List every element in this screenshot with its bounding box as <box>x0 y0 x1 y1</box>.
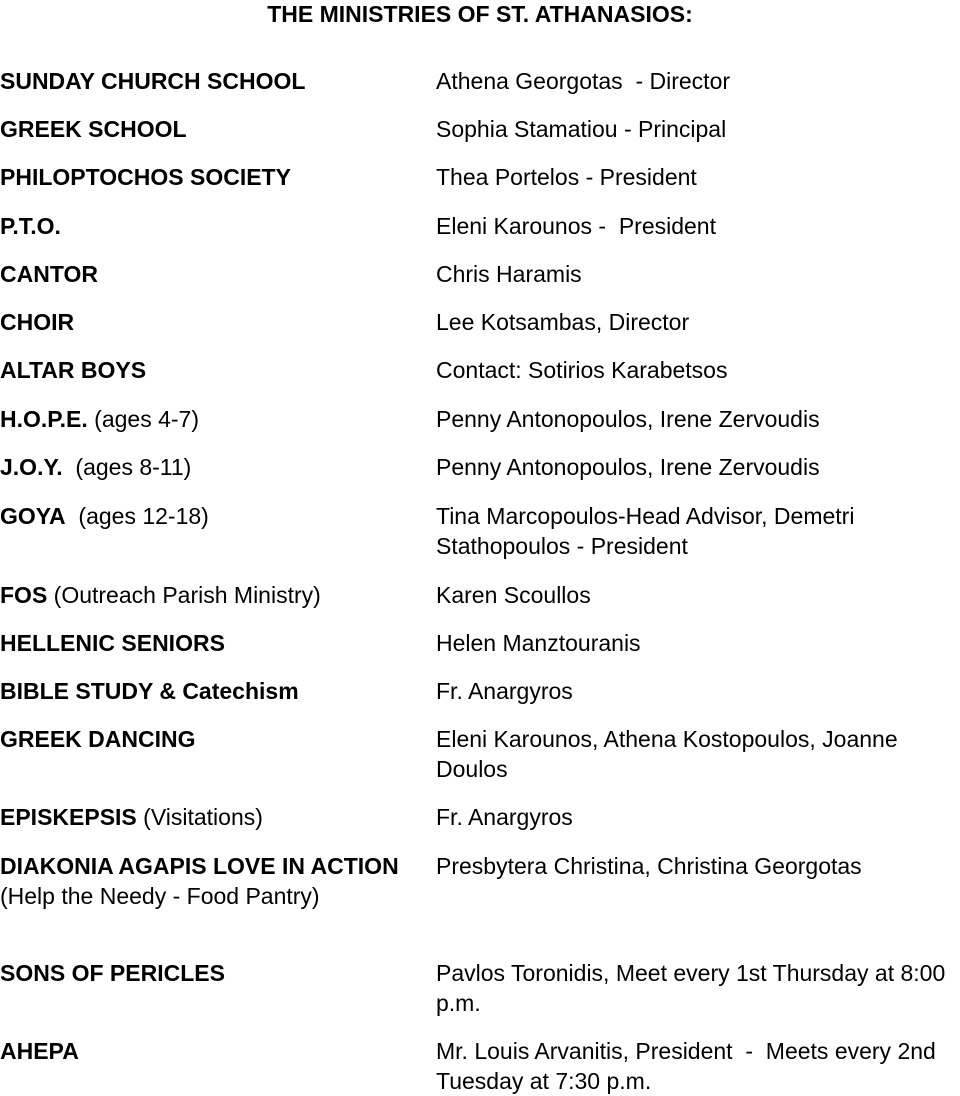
ministry-name <box>0 114 420 144</box>
ministry-name-bold: J.O.Y. <box>0 454 63 480</box>
ministry-contact: Fr. Anargyros <box>436 804 573 830</box>
ministry-name <box>0 802 420 832</box>
ministry-name-bold: CANTOR <box>0 261 98 287</box>
ministry-name-bold: ALTAR BOYS <box>0 357 147 383</box>
ministry-name <box>0 355 420 385</box>
ministry-contact: Helen Manztouranis <box>436 630 641 656</box>
ministry-name-detail: (ages 12-18) <box>65 503 209 529</box>
ministry-name-bold: H.O.P.E. <box>0 406 88 432</box>
ministry-contact: Fr. Anargyros <box>436 678 573 704</box>
ministry-name <box>0 452 420 482</box>
ministry-contact: Pavlos Toronidis, Meet every 1st Thursday at 8:00 p.m. <box>436 960 952 1016</box>
ministry-contact: Penny Antonopoulos, Irene Zervoudis <box>436 406 820 432</box>
ministry-name-detail: (ages 8-11) <box>62 454 192 480</box>
ministry-name <box>0 851 420 911</box>
ministry-name <box>0 676 420 706</box>
ministry-name <box>0 628 420 658</box>
ministry-name <box>0 501 420 531</box>
ministry-contact: Karen Scoullos <box>436 582 591 608</box>
ministry-name-bold: FOS <box>0 582 48 608</box>
ministry-contact: Lee Kotsambas, Director <box>436 309 690 335</box>
ministry-contact: Presbytera Christina, Christina Georgotas <box>436 853 862 879</box>
ministry-contact: Eleni Karounos - President <box>436 213 716 239</box>
ministry-name-bold: SONS OF PERICLES <box>0 960 225 986</box>
ministry-name <box>0 307 420 337</box>
ministry-name <box>0 1036 420 1066</box>
ministry-name-bold: DIAKONIA AGAPIS LOVE IN ACTION <box>0 853 399 879</box>
ministry-contact: Contact: Sotirios Karabetsos <box>436 357 728 383</box>
ministry-contact: Chris Haramis <box>436 261 582 287</box>
ministry-contact: Mr. Louis Arvanitis, President - Meets every 2nd Tuesday at 7:30 p.m. <box>436 1038 942 1094</box>
ministry-name-bold: PHILOPTOCHOS SOCIETY <box>0 164 291 190</box>
ministry-name-bold: HELLENIC SENIORS <box>0 630 225 656</box>
ministry-name-bold: CHOIR <box>0 309 75 335</box>
ministry-contact: Athena Georgotas - Director <box>436 68 731 94</box>
ministry-name <box>0 580 420 610</box>
ministry-name-bold: BIBLE STUDY & Catechism <box>0 678 299 704</box>
ministry-name <box>0 958 420 988</box>
ministry-name <box>0 259 420 289</box>
ministry-name <box>0 404 420 434</box>
ministry-name <box>0 211 420 241</box>
ministry-name-bold: EPISKEPSIS <box>0 804 137 830</box>
ministry-name-bold: GREEK DANCING <box>0 726 196 752</box>
ministry-name-bold: AHEPA <box>0 1038 79 1064</box>
ministry-contact: Tina Marcopoulos-Head Advisor, Demetri Stathopoulos - President <box>436 503 861 559</box>
ministry-name <box>0 66 420 96</box>
ministry-contact: Sophia Stamatiou - Principal <box>436 116 727 142</box>
ministry-contact: Thea Portelos - President <box>436 164 697 190</box>
page-title: THE MINISTRIES OF ST. ATHANASIOS: <box>267 1 693 27</box>
ministry-contact: Penny Antonopoulos, Irene Zervoudis <box>436 454 820 480</box>
ministry-name-bold: SUNDAY CHURCH SCHOOL <box>0 68 306 94</box>
ministry-name <box>0 162 420 192</box>
ministry-name-detail: (ages 4-7) <box>87 406 199 432</box>
ministry-name-bold: P.T.O. <box>0 213 61 239</box>
ministry-name-bold: GOYA <box>0 503 66 529</box>
ministry-name <box>0 724 420 754</box>
ministry-name-bold: GREEK SCHOOL <box>0 116 187 142</box>
ministry-contact: Eleni Karounos, Athena Kostopoulos, Joanne Doulos <box>436 726 905 782</box>
ministry-name-detail: (Outreach Parish Ministry) <box>47 582 321 608</box>
ministry-name-detail: (Visitations) <box>136 804 263 830</box>
ministry-name-detail: (Help the Needy - Food Pantry) <box>0 853 406 909</box>
